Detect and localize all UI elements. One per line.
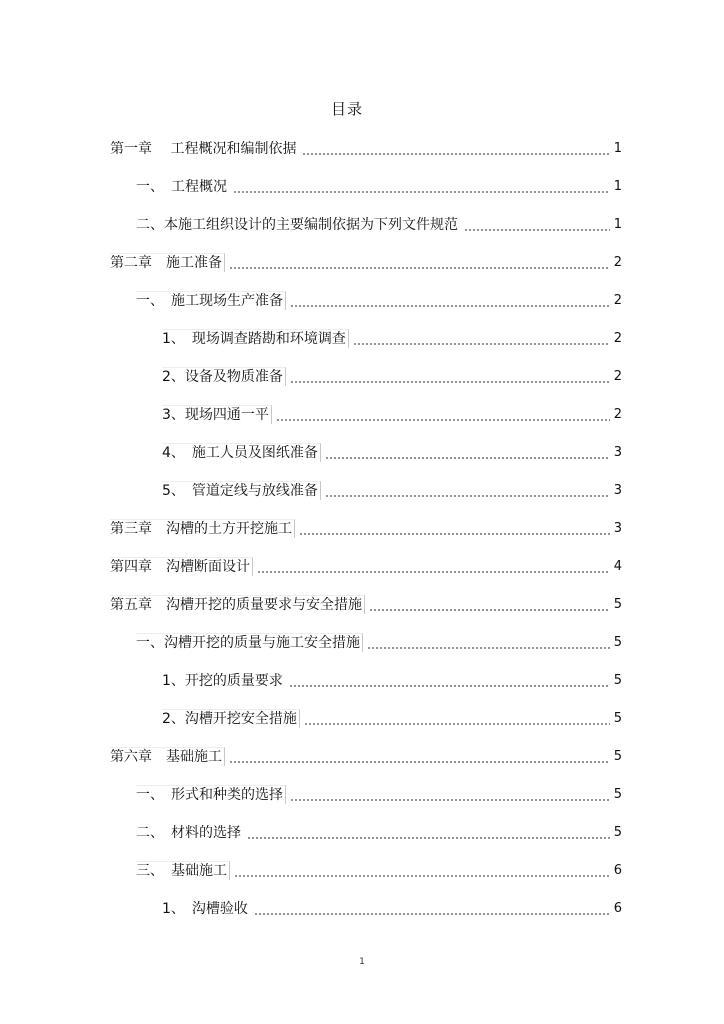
toc-entry-label: 第六章 基础施工 bbox=[110, 747, 225, 766]
toc-entry-2-1-3[interactable] bbox=[162, 402, 622, 424]
toc-page-number: 6 bbox=[613, 901, 622, 916]
toc-page-number: 5 bbox=[613, 711, 622, 726]
toc-entry-label: 一、 工程概况 bbox=[136, 179, 227, 195]
toc-page-number: 3 bbox=[613, 445, 622, 460]
toc-entry-5-1[interactable] bbox=[136, 630, 622, 652]
toc-page-number: 1 bbox=[613, 179, 622, 194]
toc-entry-chapter-6[interactable] bbox=[110, 744, 622, 766]
toc-entry-1-2[interactable] bbox=[136, 212, 622, 234]
toc-entry-5-1-1[interactable] bbox=[162, 668, 622, 690]
toc-page-number: 2 bbox=[613, 255, 622, 270]
toc-entry-label: 二、本施工组织设计的主要编制依据为下列文件规范 bbox=[136, 217, 458, 233]
toc-entry-2-1-2[interactable] bbox=[162, 364, 622, 386]
toc-entry-label: 一、沟槽开挖的质量与施工安全措施 bbox=[136, 633, 363, 652]
toc-page-number: 5 bbox=[613, 673, 622, 688]
toc-page-number: 2 bbox=[613, 331, 622, 346]
dot-leader bbox=[367, 640, 610, 650]
toc-page-number: 3 bbox=[613, 483, 622, 498]
dot-leader bbox=[325, 450, 610, 460]
toc-entry-label: 一、 形式和种类的选择 bbox=[136, 785, 286, 804]
dot-leader bbox=[276, 412, 610, 422]
dot-leader bbox=[254, 906, 610, 916]
toc-entry-chapter-5[interactable] bbox=[110, 592, 622, 614]
toc-page-number: 2 bbox=[613, 293, 622, 308]
dot-leader bbox=[290, 792, 610, 802]
toc-title: 目录 bbox=[330, 100, 363, 118]
dot-leader bbox=[304, 716, 610, 726]
toc-entry-label: 二、 材料的选择 bbox=[136, 825, 241, 841]
toc-page-number: 5 bbox=[613, 825, 622, 840]
dot-leader bbox=[234, 868, 610, 878]
toc-entry-label: 第二章 施工准备 bbox=[110, 253, 225, 272]
dot-leader bbox=[290, 298, 610, 308]
dot-leader bbox=[257, 564, 610, 574]
toc-page-number: 5 bbox=[613, 749, 622, 764]
dot-leader bbox=[290, 374, 610, 384]
toc-entry-label: 1、 沟槽验收 bbox=[162, 901, 248, 917]
toc-entry-2-1-4[interactable] bbox=[162, 440, 622, 462]
toc-entry-2-1-1[interactable] bbox=[162, 326, 622, 348]
toc-entry-label: 三、 基础施工 bbox=[136, 861, 230, 880]
toc-entry-label: 第四章 沟槽断面设计 bbox=[110, 557, 253, 576]
toc-entry-chapter-1[interactable] bbox=[110, 136, 622, 158]
toc-page-number: 6 bbox=[613, 863, 622, 878]
toc-entry-chapter-3[interactable] bbox=[110, 516, 622, 538]
toc-entry-6-3-1[interactable] bbox=[162, 896, 622, 918]
toc-page-number: 2 bbox=[613, 369, 622, 384]
toc-entry-6-2[interactable] bbox=[136, 820, 622, 842]
toc-entry-label: 第一章 工程概况和编制依据 bbox=[110, 141, 297, 157]
dot-leader bbox=[302, 146, 610, 156]
toc-page-number: 1 bbox=[613, 217, 622, 232]
toc-entry-2-1[interactable] bbox=[136, 288, 622, 310]
dot-leader bbox=[233, 184, 610, 194]
dot-leader bbox=[247, 830, 610, 840]
toc-entry-label: 一、 施工现场生产准备 bbox=[136, 291, 286, 310]
toc-entry-label: 第五章 沟槽开挖的质量要求与安全措施 bbox=[110, 595, 365, 614]
toc-entry-2-1-5[interactable] bbox=[162, 478, 622, 500]
toc-entry-chapter-4[interactable] bbox=[110, 554, 622, 576]
toc-page-number: 1 bbox=[613, 141, 622, 156]
toc-entry-label: 2、沟槽开挖安全措施 bbox=[162, 709, 300, 728]
toc-page-number: 4 bbox=[613, 559, 622, 574]
toc-entry-label: 1、 现场调查踏勘和环境调查 bbox=[162, 329, 349, 348]
toc-entry-label: 5、 管道定线与放线准备 bbox=[162, 481, 321, 500]
toc-page-number: 3 bbox=[613, 521, 622, 536]
toc-entry-label: 3、现场四通一平 bbox=[162, 405, 272, 424]
toc-page-number: 5 bbox=[613, 635, 622, 650]
toc-page-number: 2 bbox=[613, 407, 622, 422]
toc-entry-6-3[interactable] bbox=[136, 858, 622, 880]
dot-leader bbox=[229, 260, 610, 270]
dot-leader bbox=[369, 602, 610, 612]
page-footer-number: 1 bbox=[359, 957, 365, 967]
toc-entry-label: 第三章 沟槽的土方开挖施工 bbox=[110, 519, 295, 538]
toc-page-number: 5 bbox=[613, 597, 622, 612]
toc-entry-label: 1、开挖的质量要求 bbox=[162, 673, 283, 689]
dot-leader bbox=[325, 488, 610, 498]
dot-leader bbox=[299, 526, 610, 536]
toc-entry-chapter-2[interactable] bbox=[110, 250, 622, 272]
toc-entry-label: 4、 施工人员及图纸准备 bbox=[162, 443, 321, 462]
dot-leader bbox=[229, 754, 610, 764]
toc-entry-label: 2、设备及物质准备 bbox=[162, 367, 286, 386]
toc-entry-5-1-2[interactable] bbox=[162, 706, 622, 728]
toc-entry-6-1[interactable] bbox=[136, 782, 622, 804]
toc-page-number: 5 bbox=[613, 787, 622, 802]
dot-leader bbox=[353, 336, 610, 346]
toc-entry-1-1[interactable] bbox=[136, 174, 622, 196]
dot-leader bbox=[289, 678, 610, 688]
dot-leader bbox=[464, 222, 610, 232]
